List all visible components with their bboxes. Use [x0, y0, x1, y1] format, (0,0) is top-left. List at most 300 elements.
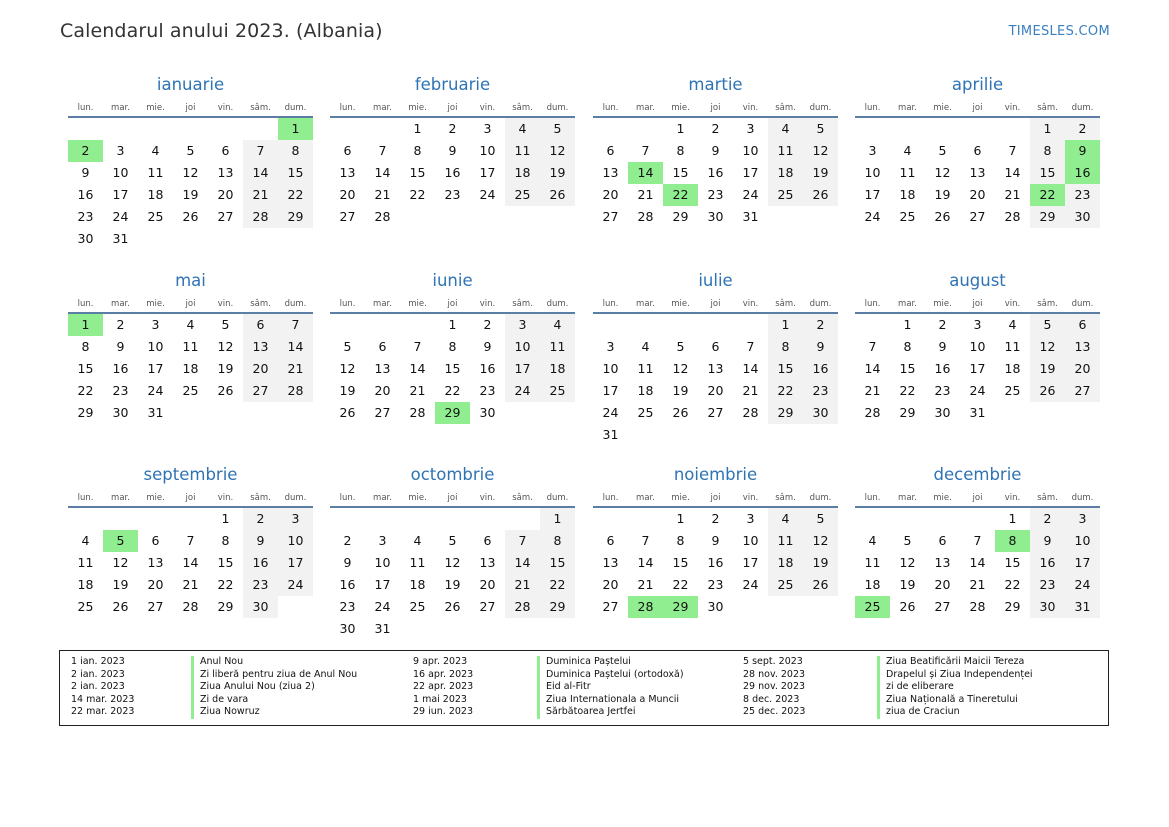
day-cell: 4: [903, 143, 912, 158]
day-cell: 8: [676, 143, 685, 158]
day-cell: 12: [803, 140, 838, 162]
day-cell: 4: [1008, 317, 1017, 332]
weekday-label: sâm.: [1037, 493, 1058, 503]
day-cell: 18: [505, 162, 540, 184]
day-cell: 20: [602, 577, 619, 592]
weekday-label: lun.: [77, 299, 94, 309]
day-cell: 13: [147, 555, 164, 570]
weekday-header: [330, 294, 575, 314]
day-cell: 13: [602, 165, 619, 180]
day-cell: 19: [112, 577, 129, 592]
day-cell: 12: [934, 165, 951, 180]
day-cell: 15: [540, 552, 575, 574]
legend-date: 5 sept. 2023: [743, 656, 803, 667]
day-cell: 17: [374, 577, 391, 592]
weekday-label: mie.: [671, 299, 690, 309]
day-cell: 28: [637, 209, 654, 224]
weekday-label: joi: [972, 493, 983, 503]
weekday-header: [855, 294, 1100, 314]
day-cell: 15: [444, 361, 461, 376]
day-cell: 5: [803, 508, 838, 530]
day-cell: 9: [243, 530, 278, 552]
day-cell: 23: [479, 383, 496, 398]
day-cell: 14: [1004, 165, 1021, 180]
month-septembrie: [68, 462, 313, 618]
day-cell: 22: [899, 383, 916, 398]
day-cell: 9: [483, 339, 492, 354]
day-cell: 1: [1008, 511, 1017, 526]
legend-holiday-name: Ziua Beatificării Maicii Tereza: [877, 656, 1024, 669]
weekday-label: mar.: [636, 299, 655, 309]
day-cell: 25: [540, 380, 575, 402]
day-cell: 8: [278, 140, 313, 162]
weekday-header: [68, 488, 313, 508]
weekday-label: lun.: [602, 299, 619, 309]
day-cell: 29: [1030, 206, 1065, 228]
day-cell: 19: [540, 162, 575, 184]
holiday-day: 29: [435, 402, 470, 424]
day-cell: 6: [973, 143, 982, 158]
weekday-label: mar.: [111, 299, 130, 309]
day-cell: 30: [707, 209, 724, 224]
day-cell: 28: [374, 209, 391, 224]
weekday-label: lun.: [77, 493, 94, 503]
day-cell: 17: [112, 187, 129, 202]
holiday-day: 25: [855, 596, 890, 618]
day-cell: 22: [217, 577, 234, 592]
month-decembrie: [855, 462, 1100, 618]
day-cell: 28: [864, 405, 881, 420]
month-title: ianuarie: [156, 75, 225, 94]
legend-date: 25 dec. 2023: [743, 706, 806, 718]
day-cell: 11: [409, 555, 426, 570]
month-iulie: [593, 268, 838, 446]
day-cell: 18: [768, 552, 803, 574]
day-cell: 12: [672, 361, 689, 376]
weekday-label: joi: [447, 493, 458, 503]
weekday-label: lun.: [602, 103, 619, 113]
day-cell: 23: [243, 574, 278, 596]
day-cell: 16: [479, 361, 496, 376]
day-cell: 18: [864, 577, 881, 592]
day-cell: 5: [903, 533, 912, 548]
calendar-grid: [68, 72, 1102, 644]
day-cell: 1: [903, 317, 912, 332]
day-cell: 24: [278, 574, 313, 596]
weekday-label: mie.: [671, 493, 690, 503]
weekday-label: vin.: [1004, 299, 1021, 309]
day-cell: 7: [378, 143, 387, 158]
day-cell: 19: [182, 187, 199, 202]
day-cell: 28: [278, 380, 313, 402]
weekday-label: lun.: [77, 103, 94, 113]
day-cell: 19: [803, 162, 838, 184]
day-cell: 31: [112, 231, 129, 246]
empty-cell: [995, 118, 1030, 140]
day-cell: 21: [742, 383, 759, 398]
month-mai: [68, 268, 313, 424]
empty-cell: [68, 508, 103, 530]
day-cell: 17: [602, 383, 619, 398]
weekday-label: sâm.: [1037, 103, 1058, 113]
days-grid: [68, 314, 313, 424]
weekday-label: vin.: [479, 299, 496, 309]
month-title: martie: [688, 75, 743, 94]
weekday-label: joi: [447, 103, 458, 113]
day-cell: 27: [147, 599, 164, 614]
day-cell: 4: [641, 339, 650, 354]
day-cell: 24: [147, 383, 164, 398]
weekday-label: mar.: [111, 493, 130, 503]
weekday-label: joi: [185, 103, 196, 113]
day-cell: 12: [803, 530, 838, 552]
weekday-label: dum.: [284, 493, 307, 503]
empty-cell: [400, 314, 435, 336]
weekday-label: sâm.: [512, 299, 533, 309]
empty-cell: [400, 508, 435, 530]
day-cell: 20: [969, 187, 986, 202]
day-cell: 16: [77, 187, 94, 202]
day-cell: 25: [505, 184, 540, 206]
weekday-label: joi: [972, 299, 983, 309]
day-cell: 7: [868, 339, 877, 354]
empty-cell: [593, 118, 628, 140]
day-cell: 13: [969, 165, 986, 180]
day-cell: 11: [637, 361, 654, 376]
weekday-label: dum.: [809, 299, 832, 309]
legend-date: 22 apr. 2023: [413, 681, 474, 693]
day-cell: 20: [217, 187, 234, 202]
empty-cell: [138, 508, 173, 530]
day-cell: 20: [374, 383, 391, 398]
day-cell: 19: [444, 577, 461, 592]
day-cell: 6: [606, 143, 615, 158]
days-grid: [68, 508, 313, 618]
day-cell: 26: [672, 405, 689, 420]
day-cell: 15: [1030, 162, 1065, 184]
day-cell: 17: [742, 555, 759, 570]
day-cell: 22: [540, 574, 575, 596]
weekday-label: vin.: [742, 103, 759, 113]
day-cell: 29: [217, 599, 234, 614]
day-cell: 17: [1065, 552, 1100, 574]
weekday-label: sâm.: [775, 299, 796, 309]
day-cell: 27: [969, 209, 986, 224]
day-cell: 14: [374, 165, 391, 180]
legend-date: 2 ian. 2023: [71, 681, 125, 693]
day-cell: 20: [339, 187, 356, 202]
day-cell: 6: [483, 533, 492, 548]
day-cell: 28: [182, 599, 199, 614]
day-cell: 4: [868, 533, 877, 548]
day-cell: 24: [505, 380, 540, 402]
day-cell: 20: [147, 577, 164, 592]
day-cell: 21: [182, 577, 199, 592]
weekday-label: sâm.: [250, 103, 271, 113]
day-cell: 17: [742, 165, 759, 180]
day-cell: 22: [409, 187, 426, 202]
legend-holiday-name: Ziua Anului Nou (ziua 2): [191, 681, 315, 694]
weekday-label: mar.: [636, 103, 655, 113]
day-cell: 16: [339, 577, 356, 592]
month-title: septembrie: [143, 465, 238, 484]
empty-cell: [855, 118, 890, 140]
day-cell: 26: [803, 574, 838, 596]
day-cell: 8: [676, 533, 685, 548]
day-cell: 30: [339, 621, 356, 636]
day-cell: 8: [413, 143, 422, 158]
weekday-label: sâm.: [775, 103, 796, 113]
weekday-label: vin.: [479, 103, 496, 113]
legend-holiday-name: Ziua Națională a Tineretului: [877, 694, 1018, 707]
day-cell: 1: [221, 511, 230, 526]
day-cell: 6: [606, 533, 615, 548]
day-cell: 14: [505, 552, 540, 574]
legend-holiday-name: Drapelul și Ziua Independenței: [877, 669, 1033, 682]
day-cell: 29: [1004, 599, 1021, 614]
weekday-label: dum.: [284, 299, 307, 309]
day-cell: 27: [217, 209, 234, 224]
day-cell: 27: [602, 599, 619, 614]
day-cell: 16: [707, 555, 724, 570]
day-cell: 12: [540, 140, 575, 162]
day-cell: 3: [606, 339, 615, 354]
weekday-label: mar.: [898, 103, 917, 113]
day-cell: 20: [1065, 358, 1100, 380]
day-cell: 13: [707, 361, 724, 376]
day-cell: 30: [803, 402, 838, 424]
empty-cell: [960, 508, 995, 530]
legend-date: 9 apr. 2023: [413, 656, 468, 667]
day-cell: 4: [81, 533, 90, 548]
day-cell: 30: [243, 596, 278, 618]
day-cell: 1: [676, 121, 685, 136]
day-cell: 24: [1065, 574, 1100, 596]
day-cell: 24: [969, 383, 986, 398]
day-cell: 21: [637, 187, 654, 202]
empty-cell: [855, 508, 890, 530]
empty-cell: [103, 118, 138, 140]
weekday-label: dum.: [1071, 103, 1094, 113]
weekday-label: dum.: [809, 103, 832, 113]
day-cell: 16: [803, 358, 838, 380]
weekday-header: [593, 98, 838, 118]
weekday-label: mie.: [671, 103, 690, 113]
weekday-label: mie.: [146, 103, 165, 113]
day-cell: 13: [243, 336, 278, 358]
day-cell: 17: [969, 361, 986, 376]
weekday-label: mar.: [636, 493, 655, 503]
day-cell: 3: [278, 508, 313, 530]
legend-date: 8 dec. 2023: [743, 693, 800, 705]
empty-cell: [628, 314, 663, 336]
empty-cell: [330, 508, 365, 530]
day-cell: 21: [409, 383, 426, 398]
day-cell: 27: [602, 209, 619, 224]
holiday-day: 22: [1030, 184, 1065, 206]
day-cell: 7: [1008, 143, 1017, 158]
weekday-label: mie.: [933, 103, 952, 113]
day-cell: 15: [672, 165, 689, 180]
weekday-label: mie.: [146, 299, 165, 309]
day-cell: 18: [147, 187, 164, 202]
weekday-label: lun.: [864, 103, 881, 113]
day-cell: 19: [217, 361, 234, 376]
day-cell: 19: [1030, 358, 1065, 380]
day-cell: 28: [505, 596, 540, 618]
empty-cell: [173, 508, 208, 530]
day-cell: 21: [637, 577, 654, 592]
empty-cell: [855, 314, 890, 336]
month-title: decembrie: [933, 465, 1022, 484]
day-cell: 13: [339, 165, 356, 180]
day-cell: 10: [505, 336, 540, 358]
day-cell: 11: [147, 165, 164, 180]
weekday-label: mar.: [898, 299, 917, 309]
weekday-label: sâm.: [1037, 299, 1058, 309]
empty-cell: [593, 508, 628, 530]
day-cell: 22: [768, 380, 803, 402]
weekday-label: mar.: [898, 493, 917, 503]
weekday-label: lun.: [339, 493, 356, 503]
weekday-label: joi: [185, 493, 196, 503]
day-cell: 5: [803, 118, 838, 140]
day-cell: 1: [413, 121, 422, 136]
days-grid: [593, 314, 838, 446]
day-cell: 16: [707, 165, 724, 180]
day-cell: 3: [746, 121, 755, 136]
day-cell: 11: [505, 140, 540, 162]
day-cell: 8: [1030, 140, 1065, 162]
holiday-day: 29: [663, 596, 698, 618]
day-cell: 14: [637, 555, 654, 570]
day-cell: 18: [409, 577, 426, 592]
day-cell: 22: [77, 383, 94, 398]
day-cell: 4: [768, 508, 803, 530]
day-cell: 21: [374, 187, 391, 202]
holiday-day: 16: [1065, 162, 1100, 184]
empty-cell: [890, 118, 925, 140]
weekday-label: sâm.: [775, 493, 796, 503]
day-cell: 12: [112, 555, 129, 570]
days-grid: [68, 118, 313, 250]
day-cell: 22: [278, 184, 313, 206]
day-cell: 25: [182, 383, 199, 398]
day-cell: 2: [711, 511, 720, 526]
day-cell: 11: [768, 530, 803, 552]
day-cell: 27: [707, 405, 724, 420]
days-grid: [855, 508, 1100, 618]
weekday-label: vin.: [742, 299, 759, 309]
day-cell: 26: [339, 405, 356, 420]
weekday-header: [855, 98, 1100, 118]
day-cell: 22: [1004, 577, 1021, 592]
empty-cell: [505, 508, 540, 530]
weekday-label: sâm.: [250, 493, 271, 503]
day-cell: 7: [973, 533, 982, 548]
brand-link[interactable]: TIMESLES.COM: [1008, 24, 1110, 39]
holiday-day: 8: [995, 530, 1030, 552]
day-cell: 6: [243, 314, 278, 336]
day-cell: 23: [707, 577, 724, 592]
month-title: iunie: [432, 271, 473, 290]
day-cell: 8: [81, 339, 90, 354]
day-cell: 6: [221, 143, 230, 158]
day-cell: 26: [934, 209, 951, 224]
day-cell: 27: [934, 599, 951, 614]
month-title: februarie: [414, 75, 491, 94]
weekday-label: mie.: [933, 493, 952, 503]
legend-date: 28 nov. 2023: [743, 668, 806, 680]
day-cell: 14: [243, 162, 278, 184]
day-cell: 14: [742, 361, 759, 376]
month-februarie: [330, 72, 575, 228]
day-cell: 17: [505, 358, 540, 380]
day-cell: 29: [899, 405, 916, 420]
holiday-day: 9: [1065, 140, 1100, 162]
day-cell: 7: [505, 530, 540, 552]
legend-holiday-name: Sărbătoarea Jertfei: [537, 706, 635, 719]
empty-cell: [208, 118, 243, 140]
day-cell: 22: [444, 383, 461, 398]
empty-cell: [925, 508, 960, 530]
day-cell: 13: [934, 555, 951, 570]
day-cell: 8: [540, 530, 575, 552]
day-cell: 7: [278, 314, 313, 336]
legend-holiday-name: Duminica Paștelui: [537, 656, 631, 669]
day-cell: 1: [448, 317, 457, 332]
day-cell: 1: [676, 511, 685, 526]
day-cell: 22: [672, 577, 689, 592]
month-martie: [593, 72, 838, 228]
month-octombrie: [330, 462, 575, 640]
day-cell: 25: [77, 599, 94, 614]
day-cell: 24: [602, 405, 619, 420]
empty-cell: [890, 508, 925, 530]
day-cell: 12: [444, 555, 461, 570]
empty-cell: [365, 118, 400, 140]
day-cell: 7: [746, 339, 755, 354]
day-cell: 18: [768, 162, 803, 184]
day-cell: 21: [505, 574, 540, 596]
day-cell: 7: [641, 143, 650, 158]
day-cell: 7: [186, 533, 195, 548]
day-cell: 7: [413, 339, 422, 354]
day-cell: 25: [637, 405, 654, 420]
weekday-label: joi: [710, 103, 721, 113]
weekday-label: joi: [447, 299, 458, 309]
legend-holiday-name: zi de eliberare: [877, 681, 954, 694]
day-cell: 23: [112, 383, 129, 398]
legend-holiday-name: Zi de vara: [191, 694, 248, 707]
day-cell: 19: [672, 383, 689, 398]
legend-date: 1 ian. 2023: [71, 656, 125, 667]
day-cell: 12: [339, 361, 356, 376]
day-cell: 3: [505, 314, 540, 336]
day-cell: 30: [934, 405, 951, 420]
weekday-label: joi: [710, 493, 721, 503]
day-cell: 23: [339, 599, 356, 614]
day-cell: 30: [1030, 596, 1065, 618]
day-cell: 15: [899, 361, 916, 376]
day-cell: 15: [672, 555, 689, 570]
day-cell: 4: [768, 118, 803, 140]
legend-holiday-name: Duminica Paștelui (ortodoxă): [537, 669, 684, 682]
weekday-header: [330, 488, 575, 508]
day-cell: 15: [217, 555, 234, 570]
empty-cell: [365, 508, 400, 530]
day-cell: 17: [278, 552, 313, 574]
